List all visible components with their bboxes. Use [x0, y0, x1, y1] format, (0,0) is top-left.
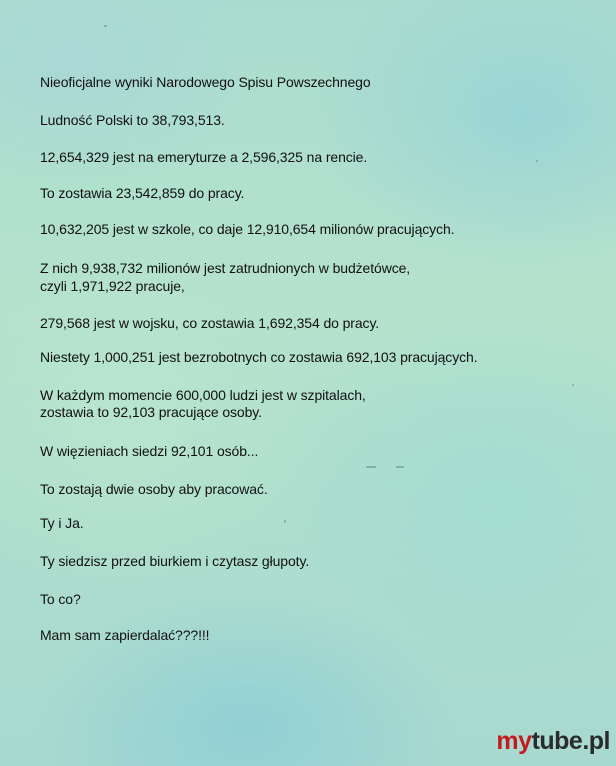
scan-speck [366, 466, 376, 468]
scan-speck [572, 384, 574, 386]
text-line: czyli 1,971,922 pracuje, [40, 278, 185, 294]
text-line: W więzieniach siedzi 92,101 osób... [40, 443, 259, 459]
mytube-watermark-logo [496, 727, 610, 756]
document-title: Nieoficjalne wyniki Narodowego Spisu Powszechnego [40, 74, 371, 90]
text-line: W każdym momencie 600,000 ludzi jest w szpitalach, [40, 387, 366, 403]
text-line: Mam sam zapierdalać???!!! [40, 627, 210, 643]
scan-speck [284, 520, 286, 523]
text-line: Ludność Polski to 38,793,513. [40, 112, 225, 128]
text-line: Niestety 1,000,251 jest bezrobotnych co zostawia 692,103 pracujących. [40, 349, 478, 365]
scan-speck [104, 25, 107, 27]
text-line: zostawia to 92,103 pracujące osoby. [40, 404, 262, 420]
text-line: Ty i Ja. [40, 515, 84, 531]
watermark-part-tube: tube.pl [531, 727, 610, 755]
text-line: To zostawia 23,542,859 do pracy. [40, 185, 245, 201]
watermark-part-my: my [496, 727, 532, 755]
text-line: Z nich 9,938,732 milionów jest zatrudnionych w budżetówce, [40, 260, 411, 276]
scan-speck [536, 160, 538, 162]
text-line: 10,632,205 jest w szkole, co daje 12,910,654 milionów pracujących. [40, 221, 455, 237]
text-line: To zostają dwie osoby aby pracować. [40, 481, 268, 497]
text-line: To co? [40, 591, 81, 607]
text-line: Ty siedzisz przed biurkiem i czytasz głupoty. [40, 553, 310, 569]
scan-speck [396, 466, 404, 468]
text-line: 12,654,329 jest na emeryturze a 2,596,325 na rencie. [40, 149, 368, 165]
text-line: 279,568 jest w wojsku, co zostawia 1,692,354 do pracy. [40, 315, 380, 331]
